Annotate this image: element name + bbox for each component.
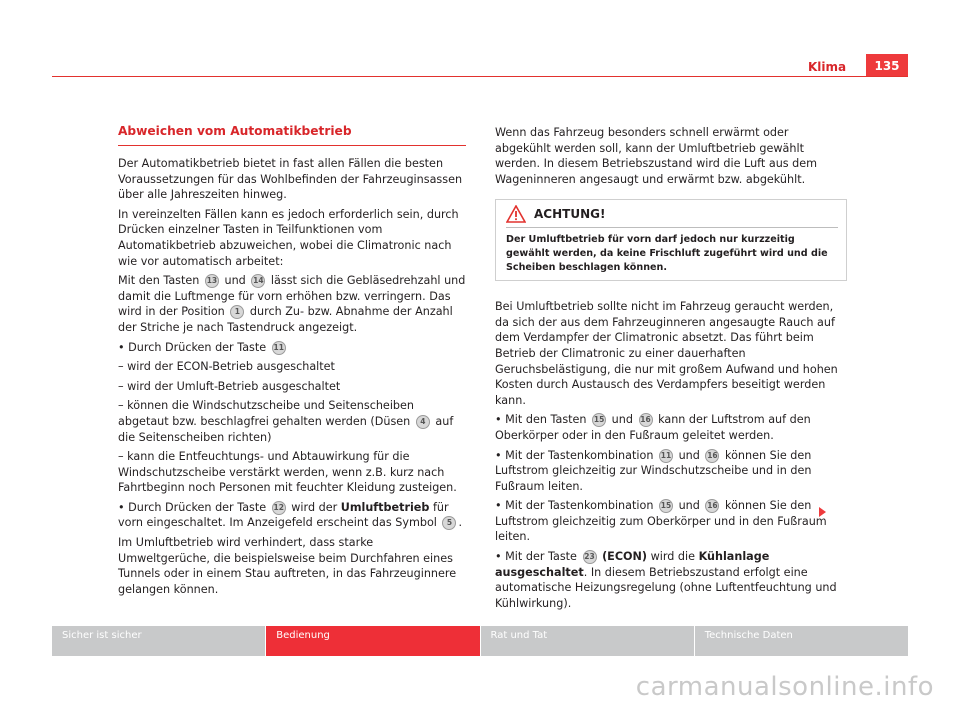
warning-header [506,205,838,228]
ref-number-badge: 5 [442,516,456,530]
warning-triangle-icon [506,205,526,223]
ref-number-badge: 11 [659,449,673,463]
footer-tab-rat[interactable]: Rat und Tat [480,626,694,656]
dash-item: – können die Windschutzscheibe und Seitenscheiben abgetaut bzw. beschlagfrei gehalten werden (Düsen 4 auf die Seitenscheiben richten) [118,399,454,444]
bullet-item: • Mit den Tasten 15 und 16 kann der Luftstrom auf den Oberkörper oder in den Fußraum geleitet werden. [495,413,811,442]
bullet-item: • Durch Drücken der Taste 12 wird der Umluftbetrieb für vorn eingeschaltet. Im Anzeigefeld erscheint das Symbol 5 . [118,500,463,530]
footer-tab-sicher[interactable]: Sicher ist sicher [52,626,265,656]
footer-tab-bedienung[interactable]: Bedienung [265,626,479,656]
ref-number-badge: 23 [583,550,597,564]
paragraph: Der Automatikbetrieb bietet in fast allen Fällen die besten Voraussetzungen für das Wohlbefinden der Fahrzeuginsassen über alle Jahreszeiten hinweg. [118,157,463,202]
footer-tab-technik[interactable]: Technische Daten [694,626,908,656]
ref-number-badge: 13 [205,274,219,288]
ref-number-badge: 1 [230,305,244,319]
bullet-item: • Mit der Tastenkombination 15 und 16 können Sie den Luftstrom gleichzeitig zum Oberkörper und in den Fußraum leiten. [495,499,827,544]
right-column [495,125,847,615]
paragraph: Mit den Tasten 13 und 14 lässt sich die Gebläsedrehzahl und damit die Luftmenge für vorn erhöhen bzw. verringern. Das wird in der Position 1 durch Zu- bzw. Abnahme der Anzahl der Striche je nach Tastendruck angezeigt. [118,274,466,334]
header-rule [52,76,908,77]
bullet-item: • Durch Drücken der Taste 11 [118,340,284,354]
chapter-title: Klima [808,60,847,74]
warning-title: ACHTUNG! [534,206,606,221]
ref-number-badge: 16 [705,449,719,463]
bullet-item: • Mit der Tastenkombination 11 und 16 können Sie den Luftstrom gleichzeitig zur Windschutzscheibe und in den Fußraum leiten. [495,448,812,493]
ref-number-badge: 15 [592,413,606,427]
page-number: 135 [866,54,908,76]
left-column [118,124,466,601]
ref-number-badge: 14 [251,274,265,288]
ref-number-badge: 15 [659,499,673,513]
paragraph: Im Umluftbetrieb wird verhindert, dass starke Umweltgerüche, die beispielsweise beim Durchfahren eines Tunnels oder in einem Stau auftreten, in das Fahrzeuginnere gelangen können. [118,536,457,596]
dash-item: – kann die Entfeuchtungs- und Abtauwirkung für die Windschutzscheibe verstärkt werden, wenn z.B. kurz nach Fahrtbeginn noch Personen mit feuchter Kleidung zusteigen. [118,450,457,495]
warning-box [495,199,847,281]
ref-number-badge: 4 [416,415,430,429]
ref-number-badge: 11 [272,341,286,355]
footer-nav [52,626,908,656]
paragraph: Wenn das Fahrzeug besonders schnell erwärmt oder abgekühlt werden soll, kann der Umluftbetrieb gewählt werden. In diesem Betriebszustand wird die Luft aus dem Wageninneren angesaugt und erwärmt bzw. abgekühlt. [495,126,818,186]
bullet-item: • Mit der Taste 23 (ECON) wird die Kühlanlage ausgeschaltet. In diesem Betriebszustand erfolgt eine automatische Heizungsregelung (ohne Luftentfeuchtung und Kühlwirkung). [495,550,837,610]
ref-number-badge: 12 [272,501,286,515]
section-title: Abweichen vom Automatikbetrieb [118,124,352,138]
dash-item: – wird der Umluft-Betrieb ausgeschaltet [118,379,341,393]
ref-number-badge: 16 [639,413,653,427]
warning-text: Der Umluftbetrieb für vorn darf jedoch nur kurzzeitig gewählt werden, da keine Frischluft zugeführt wird und die Scheiben beschlagen können. [506,234,828,273]
continue-arrow-icon [819,507,826,517]
paragraph: In vereinzelten Fällen kann es jedoch erforderlich sein, durch Drücken einzelner Tasten in Teilfunktionen vom Automatikbetrieb abzuweichen, wobei die Climatronic nach wie vor automatisch arbeitet: [118,207,459,268]
ref-number-badge: 16 [705,499,719,513]
paragraph: Bei Umluftbetrieb sollte nicht im Fahrzeug geraucht werden, da sich der aus dem Fahrzeuginneren angesaugte Rauch auf dem Verdampfer der Climatronic absetzt. Das führt beim Betrieb der Climatronic zu einer dauerhaften Geruchsbelästigung, die nur mit großem Aufwand und hohen Kosten durch Austausch des Verdampfers beseitigt werden kann. [495,300,838,407]
dash-item: – wird der ECON-Betrieb ausgeschaltet [118,360,335,374]
watermark: carmanualsonline.info [635,672,934,702]
title-rule [118,145,466,146]
